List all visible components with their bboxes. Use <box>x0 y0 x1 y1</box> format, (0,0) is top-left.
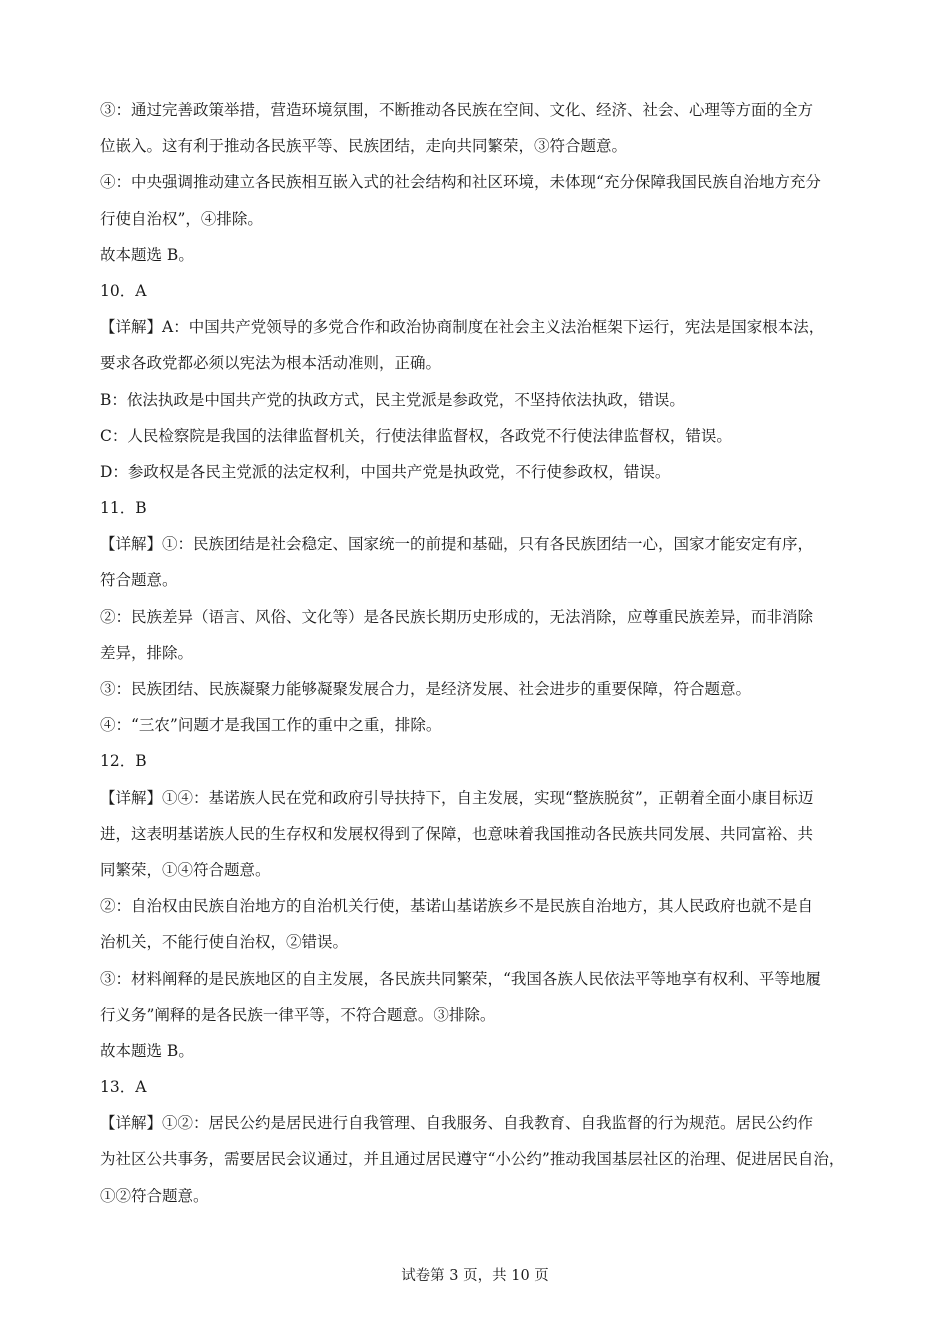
text-line: 同繁荣，①④符合题意。 <box>100 860 271 879</box>
text-line: 行义务”阐释的是各民族一律平等，不符合题意。③排除。 <box>100 1005 496 1024</box>
text-line: 要求各政党都必须以宪法为根本活动准则，正确。 <box>100 354 442 373</box>
text-line: ③：民族团结、民族凝聚力能够凝聚发展合力，是经济发展、社会进步的重要保障，符合题意。 <box>100 680 752 698</box>
text-line: ③：材料阐释的是民族地区的自主发展，各民族共同繁荣，“我国各族人民依法平等地享有权利、平等地履 <box>100 969 821 988</box>
text-line: ①②符合题意。 <box>100 1186 209 1205</box>
text-line: 位嵌入。这有利于推动各民族平等、民族团结，走向共同繁荣，③符合题意。 <box>100 137 628 156</box>
question-number: 10．A <box>100 281 147 300</box>
text-line: 【详解】①：民族团结是社会稳定、国家统一的前提和基础，只有各民族团结一心，国家才能安定有序， <box>100 535 814 554</box>
text-line: ④：中央强调推动建立各民族相互嵌入式的社会结构和社区环境，未体现“充分保障我国民族自治地方充分 <box>100 173 821 192</box>
page-footer: 试卷第 3 页，共 10 页 <box>401 1268 549 1284</box>
text-line: 【详解】①②：居民公约是居民进行自我管理、自我服务、自我教育、自我监督的行为规范。居民公约作 <box>100 1114 814 1133</box>
question-number: 13．A <box>100 1078 147 1097</box>
question-number: 12．B <box>100 752 147 771</box>
text-line: ②：自治权由民族自治地方的自治机关行使，基诺山基诺族乡不是民族自治地方，其人民政府也就不是自 <box>100 897 814 916</box>
text-line: 故本题选 B。 <box>100 1041 194 1060</box>
text-line: 【详解】A：中国共产党领导的多党合作和政治协商制度在社会主义法治框架下运行，宪法是国家根本法， <box>100 318 825 337</box>
text-line: 符合题意。 <box>100 571 178 590</box>
question-number: 11．B <box>100 499 147 518</box>
text-line: D：参政权是各民主党派的法定权利，中国共产党是执政党，不行使参政权，错误。 <box>100 462 671 481</box>
text-line: 故本题选 B。 <box>100 245 194 264</box>
text-line: B：依法执政是中国共产党的执政方式，民主党派是参政党，不坚持依法执政，错误。 <box>100 390 685 409</box>
text-line: ③：通过完善政策举措，营造环境氛围，不断推动各民族在空间、文化、经济、社会、心理等方面的全方 <box>100 101 814 119</box>
text-line: C：人民检察院是我国的法律监督机关，行使法律监督权，各政党不行使法律监督权，错误。 <box>100 426 732 445</box>
document-body <box>100 92 865 1214</box>
text-line: ②：民族差异（语言、风俗、文化等）是各民族长期历史形成的，无法消除，应尊重民族差异，而非消除 <box>100 607 814 626</box>
text-line: 进，这表明基诺族人民的生存权和发展权得到了保障，也意味着我国推动各民族共同发展、共同富裕、共 <box>100 824 814 843</box>
text-line: 治机关，不能行使自治权，②错误。 <box>100 933 349 952</box>
text-line: 为社区公共事务，需要居民会议通过，并且通过居民遵守“小公约”推动我国基层社区的治理、促进居民自治， <box>100 1150 845 1169</box>
text-line: 【详解】①④：基诺族人民在党和政府引导扶持下，自主发展，实现“整族脱贫”，正朝着全面小康目标迈 <box>100 788 814 807</box>
text-line: 行使自治权”，④排除。 <box>100 209 263 228</box>
text-line: 差异，排除。 <box>100 643 194 662</box>
text-line: ④：“三农”问题才是我国工作的重中之重，排除。 <box>100 716 442 735</box>
